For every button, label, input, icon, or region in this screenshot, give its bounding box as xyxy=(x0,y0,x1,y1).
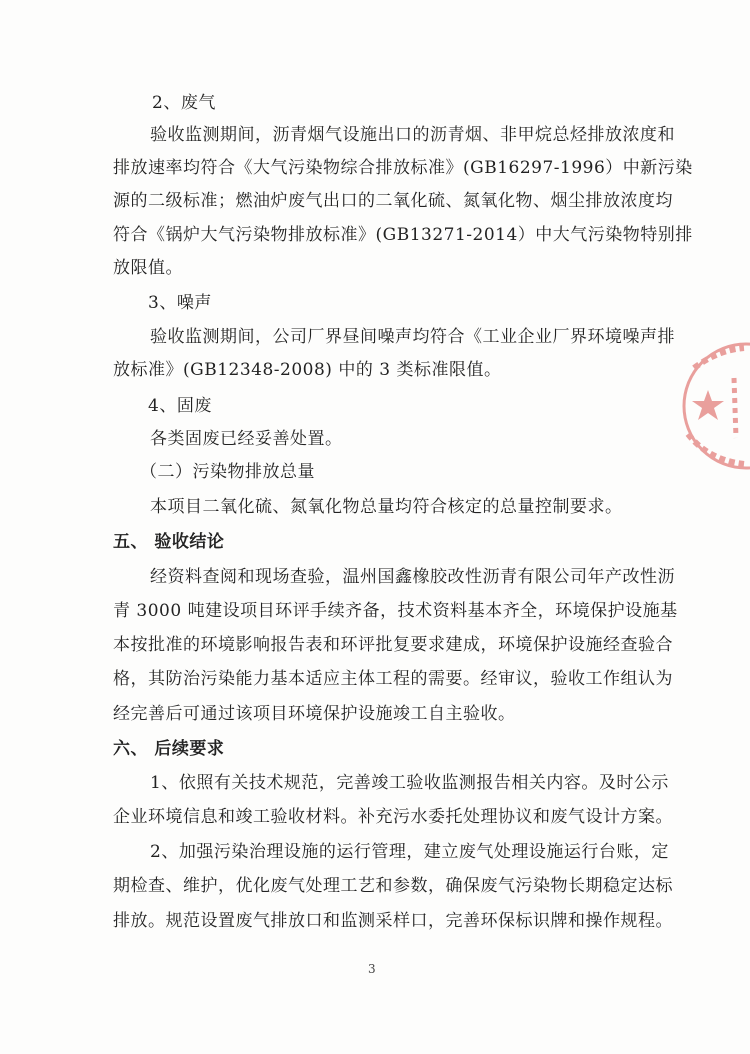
paragraph-line: 源的二级标准；燃油炉废气出口的二氧化硫、氮氧化物、烟尘排放浓度均 xyxy=(113,191,673,211)
section-solid-waste-heading: 4、固废 xyxy=(148,396,212,416)
paragraph-line: 放标准》(GB12348-2008) 中的 3 类标准限值。 xyxy=(113,360,502,380)
paragraph-line: 期检查、维护，优化废气处理工艺和参数，确保废气污染物长期稳定达标 xyxy=(113,876,673,896)
section-six-heading: 六、 后续要求 xyxy=(113,739,225,759)
paragraph-line: 青 3000 吨建设项目环评手续齐备，技术资料基本齐全，环境保护设施基 xyxy=(113,601,678,621)
seal-graphic xyxy=(678,338,750,474)
paragraph-line: 企业环境信息和竣工验收材料。补充污水委托处理协议和废气设计方案。 xyxy=(113,807,673,827)
paragraph-line: 符合《锅炉大气污染物排放标准》(GB13271-2014）中大气污染物特别排 xyxy=(113,225,693,245)
paragraph-line: 经资料查阅和现场查验，温州国鑫橡胶改性沥青有限公司年产改性沥 xyxy=(150,567,675,587)
section-five-heading: 五、 验收结论 xyxy=(113,532,225,552)
page-number: 3 xyxy=(368,962,376,976)
section-noise-heading: 3、噪声 xyxy=(148,293,212,313)
section-total-emissions-heading: （二）污染物排放总量 xyxy=(140,462,315,482)
paragraph-line: 经完善后可通过该项目环境保护设施竣工自主验收。 xyxy=(113,704,516,724)
paragraph-line: 各类固废已经妥善处置。 xyxy=(150,429,343,449)
paragraph-line: 本项目二氧化硫、氮氧化物总量均符合核定的总量控制要求。 xyxy=(150,497,623,517)
paragraph-line: 排放。规范设置废气排放口和监测采样口，完善环保标识牌和操作规程。 xyxy=(113,911,673,931)
paragraph-line: 验收监测期间，公司厂界昼间噪声均符合《工业企业厂界环境噪声排 xyxy=(150,327,675,347)
official-seal xyxy=(678,338,750,474)
paragraph-line: 验收监测期间，沥青烟气设施出口的沥青烟、非甲烷总烃排放浓度和 xyxy=(150,125,675,145)
paragraph-line: 2、加强污染治理设施的运行管理，建立废气处理设施运行台账，定 xyxy=(150,842,669,862)
paragraph-line: 本按批准的环境影响报告表和环评批复要求建成，环境保护设施经查验合 xyxy=(113,635,673,655)
paragraph-line: 格，其防治污染能力基本适应主体工程的需要。经审议，验收工作组认为 xyxy=(113,669,673,689)
paragraph-line: 排放速率均符合《大气污染物综合排放标准》(GB16297-1996）中新污染 xyxy=(113,158,693,178)
section-waste-gas-heading: 2、废气 xyxy=(152,93,216,113)
paragraph-line: 放限值。 xyxy=(113,258,183,278)
paragraph-line: 1、依照有关技术规范，完善竣工验收监测报告相关内容。及时公示 xyxy=(150,773,669,793)
